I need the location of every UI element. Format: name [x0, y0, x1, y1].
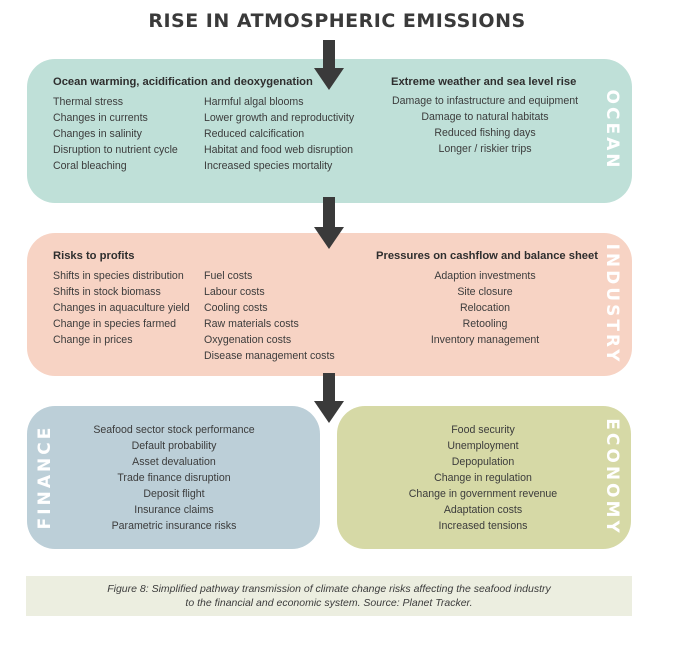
ocean-right-list: [380, 93, 590, 157]
list-item: Insurance claims: [134, 504, 214, 516]
list-item: Fuel costs: [204, 270, 253, 282]
list-item: Parametric insurance risks: [111, 520, 237, 532]
list-item: Habitat and food web disruption: [204, 144, 354, 156]
caption-line-2: to the financial and economic system. Source: Planet Tracker.: [185, 597, 473, 609]
ocean-right-heading: Extreme weather and sea level rise: [391, 76, 577, 88]
list-item: Shifts in species distribution: [53, 270, 184, 282]
arrow-down-icon: [314, 373, 344, 423]
list-item: Lower growth and reproductivity: [204, 112, 355, 124]
list-item: Changes in aquaculture yield: [53, 302, 190, 314]
list-item: Seafood sector stock performance: [93, 424, 255, 436]
list-item: Damage to natural habitats: [421, 111, 549, 123]
list-item: Unemployment: [447, 440, 519, 452]
list-item: Site closure: [457, 286, 513, 298]
list-item: Adaptation costs: [443, 504, 523, 516]
list-item: Labour costs: [204, 286, 265, 298]
ocean-left-heading: Ocean warming, acidification and deoxygenation: [53, 76, 313, 88]
list-item: Increased species mortality: [204, 160, 333, 172]
list-item: Harmful algal blooms: [204, 96, 304, 108]
industry-left-col1: [53, 268, 190, 348]
industry-right-list: [380, 268, 590, 348]
list-item: Relocation: [459, 302, 511, 314]
list-item: Default probability: [131, 440, 217, 452]
list-item: Damage to infastructure and equipment: [391, 95, 579, 107]
industry-side-label: INDUSTRY: [602, 243, 622, 365]
list-item: Cooling costs: [204, 302, 268, 314]
list-item: Change in regulation: [434, 472, 532, 484]
finance-side-label: FINANCE: [35, 424, 55, 530]
list-item: Reduced calcification: [204, 128, 305, 140]
diagram-title: RISE IN ATMOSPHERIC EMISSIONS: [148, 10, 526, 32]
list-item: Disease management costs: [204, 350, 335, 362]
ocean-side-label: OCEAN: [602, 89, 622, 171]
arrow-down-icon: [314, 197, 344, 249]
list-item: Shifts in stock biomass: [53, 286, 161, 298]
list-item: Change in species farmed: [53, 318, 177, 330]
list-item: Oxygenation costs: [204, 334, 292, 346]
list-item: Thermal stress: [53, 96, 124, 108]
list-item: Raw materials costs: [204, 318, 299, 330]
economy-list: [383, 422, 583, 534]
ocean-left-col1: [53, 94, 178, 174]
list-item: Change in government revenue: [408, 488, 558, 500]
economy-side-label: ECONOMY: [602, 418, 622, 536]
list-item: Change in prices: [53, 334, 133, 346]
caption-line-1: Figure 8: Simplified pathway transmission of climate change risks affecting the seafood industry: [107, 583, 551, 595]
list-item: Asset devaluation: [132, 456, 216, 468]
industry-left-heading: Risks to profits: [53, 250, 135, 262]
list-item: Depopulation: [451, 456, 515, 468]
list-item: Coral bleaching: [53, 160, 127, 172]
finance-list: [74, 422, 274, 534]
list-item: Changes in salinity: [53, 128, 142, 140]
list-item: Trade finance disruption: [117, 472, 231, 484]
list-item: Inventory management: [430, 334, 540, 346]
list-item: Retooling: [462, 318, 508, 330]
list-item: Disruption to nutrient cycle: [53, 144, 178, 156]
list-item: Food security: [451, 424, 515, 436]
list-item: Deposit flight: [143, 488, 205, 500]
arrow-down-icon: [314, 40, 344, 90]
list-item: Adaption investments: [434, 270, 536, 282]
list-item: Changes in currents: [53, 112, 148, 124]
ocean-left-col2: [204, 94, 354, 174]
industry-right-heading: Pressures on cashflow and balance sheet: [376, 250, 598, 262]
list-item: Increased tensions: [438, 520, 528, 532]
list-item: Reduced fishing days: [434, 127, 536, 139]
figure-caption: [26, 576, 632, 616]
list-item: Longer / riskier trips: [438, 143, 532, 155]
industry-left-col2: [204, 268, 335, 364]
